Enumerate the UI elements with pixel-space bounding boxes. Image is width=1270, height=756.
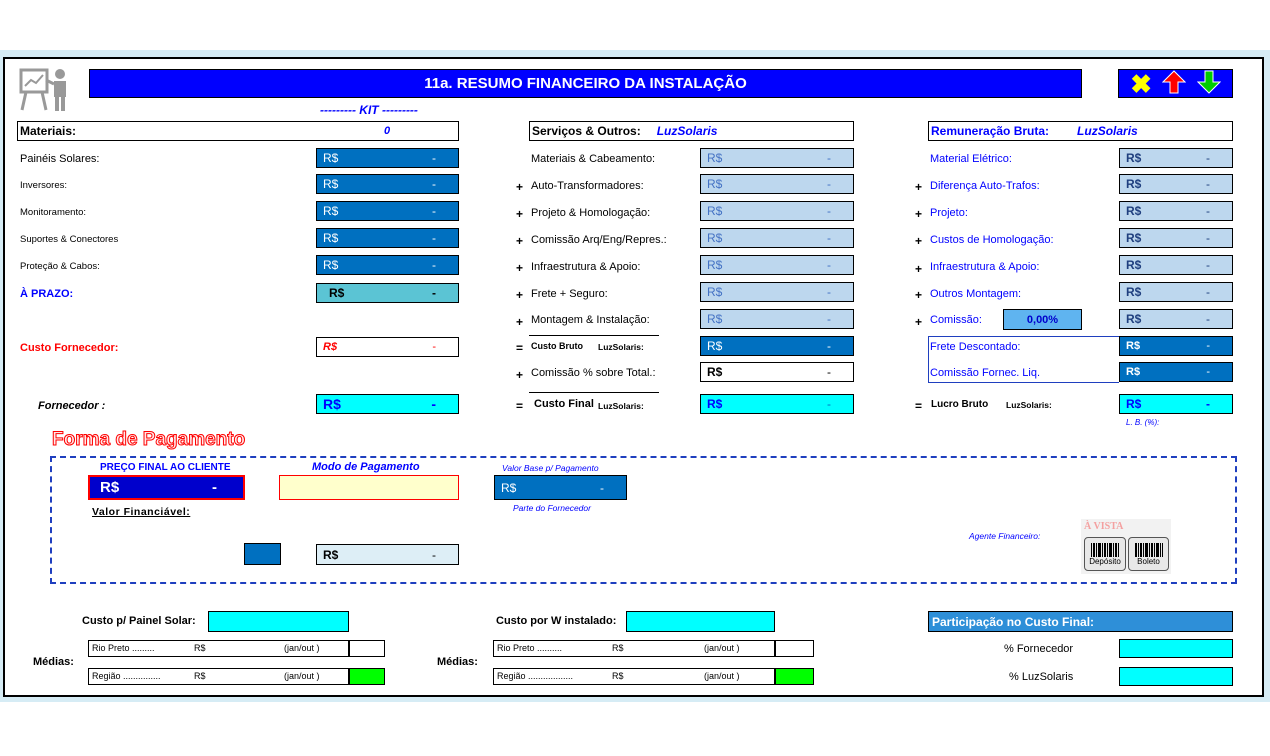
up-arrow-icon[interactable] [1162,70,1186,97]
rem-plus-3: + [915,234,923,248]
service-label-4: Infraestrutura & Apoio: [531,261,641,273]
valor-financiavel-value[interactable]: R$ - [316,544,459,565]
barcode-icon [1134,543,1164,557]
financiavel-toggle[interactable] [244,543,281,565]
rem-label-2: Projeto: [930,207,968,219]
medias-row-regiao-1 [88,668,349,685]
service-plus-6: + [516,315,524,329]
rio-preto-period-2: (jan/out ) [704,643,740,653]
x-icon[interactable]: ✖ [1130,68,1152,99]
service-label-0: Materiais & Cabeamento: [531,153,656,165]
remuneracao-header-label: Remuneração Bruta: [931,124,1050,138]
preco-final-value[interactable]: R$ - [88,475,245,500]
custo-bruto-eq: = [516,341,524,355]
regiao-currency-2: R$ [612,671,624,681]
value-rem-1[interactable]: R$ - [1119,174,1233,194]
value-service-0[interactable]: R$ - [700,148,854,168]
valor-financiavel-label: Valor Financiável: [92,506,191,518]
lb-label: L. B. (%): [1126,418,1160,427]
value-rem-0[interactable]: R$ - [1119,148,1233,168]
valor-base-value[interactable]: R$ - [494,475,627,500]
value-rem-5[interactable]: R$ - [1119,282,1233,302]
rem-label-6: Comissão: [930,314,982,326]
agente-label: Agente Financeiro: [969,531,1041,541]
parte-fornecedor-label: Parte do Fornecedor [513,503,591,513]
rio-preto-indicator-1[interactable] [349,640,385,657]
medias-row-rio-preto-2 [493,640,775,657]
lucro-eq: = [915,399,923,413]
value-custo-final[interactable]: R$ - [700,394,854,414]
rem-label-1: Diferença Auto-Trafos: [930,180,1040,192]
participacao-header: Participação no Custo Final: [928,611,1233,632]
rem-label-0: Material Elétrico: [930,153,1012,165]
regiao-label-2: Região .................. [497,671,574,681]
lucro-brand: LuzSolaris: [1006,400,1052,410]
fornecedor-label: Fornecedor : [38,400,106,412]
custo-fornecedor-label: Custo Fornecedor: [20,342,119,354]
modo-pagamento-select[interactable] [279,475,459,500]
value-suportes[interactable]: R$ - [316,228,459,248]
comissao-total-label: Comissão % sobre Total.: [531,367,656,379]
value-service-3[interactable]: R$ - [700,228,854,248]
custo-painel-label: Custo p/ Painel Solar: [82,615,196,627]
material-label-inversores: Inversores: [20,180,67,191]
custo-bruto-rule [529,335,659,336]
service-plus-4: + [516,261,524,275]
pct-fornecedor-value[interactable] [1119,639,1233,658]
regiao-period-2: (jan/out ) [704,671,740,681]
service-plus-1: + [516,180,524,194]
value-protecao[interactable]: R$ - [316,255,459,275]
rem-plus-2: + [915,207,923,221]
services-header [529,121,854,141]
service-label-6: Montagem & Instalação: [531,314,650,326]
service-plus-5: + [516,288,524,302]
value-service-5[interactable]: R$ - [700,282,854,302]
value-fornecedor[interactable]: R$ - [316,394,459,414]
a-vista-label: À VISTA [1084,521,1124,532]
value-service-6[interactable]: R$ - [700,309,854,329]
custo-w-value[interactable] [626,611,775,632]
custo-final-rule [529,392,659,393]
deposito-label: Depósito [1089,556,1121,566]
presentation-person-icon [18,64,72,114]
barcode-icon [1090,543,1120,557]
service-plus-2: + [516,207,524,221]
boleto-label: Boleto [1137,556,1160,566]
kit-label: --------- KIT --------- [320,103,418,117]
down-arrow-icon[interactable] [1197,70,1221,97]
rem-plus-1: + [915,180,923,194]
services-header-brand: LuzSolaris [656,124,718,138]
custo-w-label: Custo por W instalado: [496,615,617,627]
remuneracao-header-brand: LuzSolaris [1077,124,1138,138]
comissao-pct-input[interactable]: 0,00% [1003,309,1082,330]
value-rem-3[interactable]: R$ - [1119,228,1233,248]
service-plus-3: + [516,234,524,248]
value-frete-descontado[interactable]: R$ - [1119,336,1233,356]
regiao-indicator-1[interactable] [349,668,385,685]
nav-controls [1118,69,1233,98]
value-rem-2[interactable]: R$ - [1119,201,1233,221]
value-monitoramento[interactable]: R$ - [316,201,459,221]
materials-header-label: Materiais: [20,124,77,138]
material-label-suportes: Suportes & Conectores [20,234,119,245]
value-lucro[interactable]: R$ - [1119,394,1233,414]
preco-final-label: PREÇO FINAL AO CLIENTE [100,462,231,473]
remuneracao-header [928,121,1233,141]
value-rem-4[interactable]: R$ - [1119,255,1233,275]
rio-preto-currency: R$ [194,643,206,653]
page-title: 11a. RESUMO FINANCEIRO DA INSTALAÇÃO [89,69,1082,98]
material-label-monitoramento: Monitoramento: [20,207,87,218]
regiao-label: Região ............... [92,671,161,681]
deposito-button[interactable] [1084,537,1126,571]
value-service-4[interactable]: R$ - [700,255,854,275]
prazo-label: À PRAZO: [20,288,74,300]
materials-header [17,121,459,141]
rem-plus-6: + [915,315,923,329]
rio-preto-period: (jan/out ) [284,643,320,653]
value-service-1[interactable]: R$ - [700,174,854,194]
rem-label-4: Infraestrutura & Apoio: [930,261,1040,273]
comissao-fornec-label: Comissão Fornec. Liq. [930,367,1041,379]
service-label-5: Frete + Seguro: [531,288,608,300]
value-service-2[interactable]: R$ - [700,201,854,221]
custo-bruto-brand: LuzSolaris: [598,342,644,352]
rio-preto-label: Rio Preto ......... [92,643,155,653]
materials-header-value: 0 [384,125,391,137]
regiao-indicator-2[interactable] [775,668,814,685]
service-label-1: Auto-Transformadores: [531,180,644,192]
services-header-label: Serviços & Outros: [532,124,641,138]
pagamento-title: Forma de Pagamento [52,429,246,450]
rio-preto-currency-2: R$ [612,643,624,653]
custo-final-eq: = [516,399,524,413]
value-comissao-fornec[interactable]: R$ - [1119,362,1233,382]
custo-painel-value[interactable] [208,611,349,632]
custo-final-label: Custo Final [534,398,594,410]
valor-base-label: Valor Base p/ Pagamento [502,463,599,473]
service-label-3: Comissão Arq/Eng/Repres.: [531,234,667,246]
custo-bruto-label: Custo Bruto [531,341,583,351]
pct-luz-value[interactable] [1119,667,1233,686]
boleto-button[interactable] [1128,537,1169,571]
value-paineis[interactable]: R$ - [316,148,459,168]
rem-label-5: Outros Montagem: [930,288,1022,300]
frete-descontado-label: Frete Descontado: [930,341,1021,353]
medias-label-1: Médias: [33,656,74,668]
comissao-total-plus: + [516,368,524,382]
medias-label-2: Médias: [437,656,478,668]
rem-plus-4: + [915,262,923,276]
value-custo-fornecedor[interactable]: R$ - [316,337,459,357]
medias-row-rio-preto-1 [88,640,349,657]
medias-row-regiao-2 [493,668,775,685]
service-label-2: Projeto & Homologação: [531,207,651,219]
rio-preto-label-2: Rio Preto .......... [497,643,563,653]
value-custo-bruto[interactable]: R$ - [700,336,854,356]
custo-final-brand: LuzSolaris: [598,401,644,411]
value-rem-6[interactable]: R$ - [1119,309,1233,329]
rem-plus-5: + [915,288,923,302]
modo-pagamento-label: Modo de Pagamento [312,461,420,473]
pct-fornecedor-label: % Fornecedor [1004,643,1074,655]
value-comissao-total[interactable]: R$ - [700,362,854,382]
material-label-protecao: Proteção & Cabos: [20,261,100,272]
value-inversores[interactable]: R$ - [316,174,459,194]
regiao-currency: R$ [194,671,206,681]
lucro-label: Lucro Bruto [931,399,989,410]
regiao-period: (jan/out ) [284,671,320,681]
value-prazo[interactable]: R$ - [316,283,459,303]
rem-label-3: Custos de Homologação: [930,234,1054,246]
rio-preto-indicator-2[interactable] [775,640,814,657]
material-label-paineis: Painéis Solares: [20,153,100,165]
pct-luz-label: % LuzSolaris [1009,671,1074,683]
